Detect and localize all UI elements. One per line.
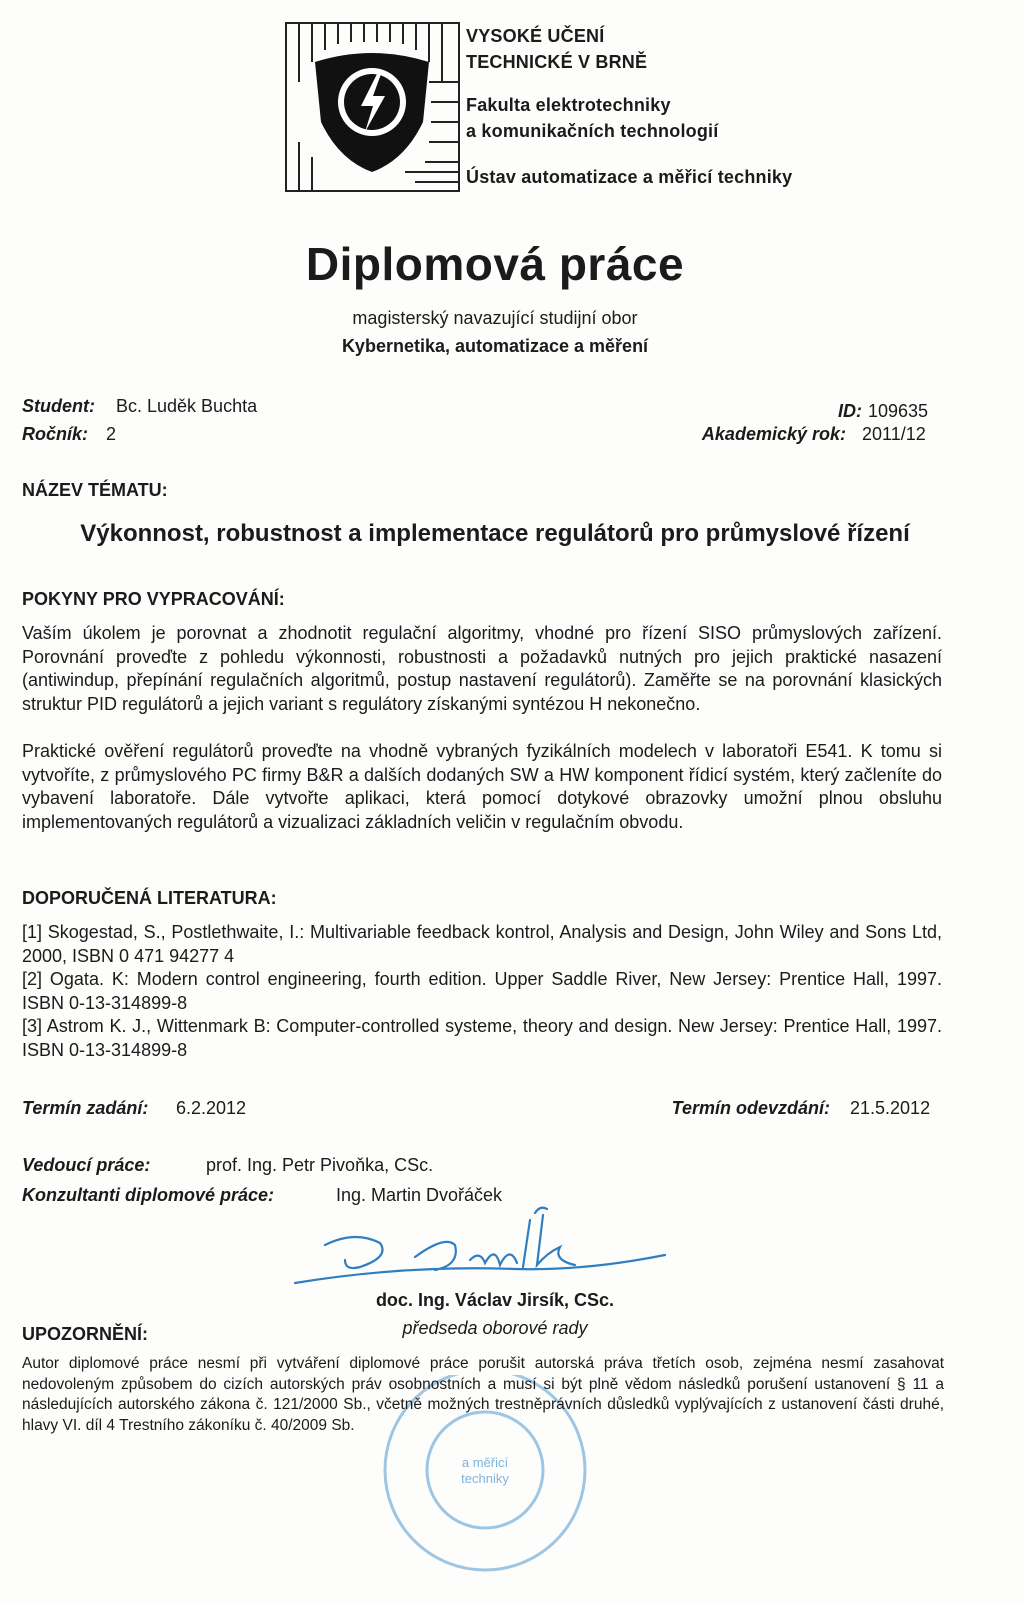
id-value: 109635: [868, 401, 929, 421]
warning-text: Autor diplomové práce nesmí při vytváření diplomové práce porušit autorská práva třetích osob, zejména nesmí zasahovat nedovoleným způsobem do cizích autorských práv osobnostních a musí si být plně vědom následků porušení ustanovení § 11 a následujících autorského zákona č. 121/2000 Sb., včetně možných trestněprávních důsledků vyplývajících z ustanovení části druhé, hlavy VI. díl 4 Trestního zákoníku č. 40/2009 Sb.: [22, 1355, 944, 1434]
assignment-date-label: Termín zadání:: [22, 1098, 149, 1118]
stamp-text: a měřicí: [461, 1455, 509, 1470]
university-name-line2: TECHNICKÉ V BRNĚ: [466, 52, 648, 72]
topic-heading: NÁZEV TÉMATU:: [22, 480, 168, 500]
instructions-heading: POKYNY PRO VYPRACOVÁNÍ:: [22, 589, 285, 609]
student-label: Student:: [22, 396, 95, 416]
faculty-name-line1: Fakulta elektrotechniky: [466, 95, 671, 115]
chair-signature: [285, 1205, 685, 1295]
document-title: Diplomová práce: [305, 238, 685, 290]
literature-heading: DOPORUČENÁ LITERATURA:: [22, 888, 277, 908]
instructions-paragraph: Vaším úkolem je porovnat a zhodnotit regulační algoritmy, vhodné pro řízení SISO průmyslových zařízení. Porovnání proveďte z pohledu výkonnosti, robustnosti a požadavků nutných pro jejich praktické nasazení (antiwindup, přepínání regulačních algoritmů, postup nastavení regulátorů). Zaměřte se na porovnání klasických struktur PID regulátorů a jejich variant s regulátory získanými syntézou H nekonečno.: [22, 623, 942, 714]
consultant-name: Ing. Martin Dvořáček: [336, 1185, 503, 1205]
academic-year-value: 2011/12: [862, 424, 926, 444]
study-field: Kybernetika, automatizace a měření: [341, 336, 649, 356]
year-value: 2: [106, 424, 117, 444]
faculty-name-line2: a komunikačních technologií: [466, 121, 719, 141]
id-label: ID:: [838, 401, 862, 421]
university-name-line1: VYSOKÉ UČENÍ: [466, 26, 605, 46]
consultant-label: Konzultanti diplomové práce:: [22, 1185, 275, 1205]
supervisor-name: prof. Ing. Petr Pivoňka, CSc.: [206, 1155, 434, 1175]
academic-year-label: Akademický rok:: [701, 424, 846, 444]
stamp-text: techniky: [461, 1471, 509, 1486]
chair-role: předseda oborové rady: [402, 1318, 588, 1338]
study-type: magisterský navazující studijní obor: [352, 308, 638, 328]
literature-item: [1] Skogestad, S., Postlethwaite, I.: Multivariable feedback kontrol, Analysis and Design, John Wiley and Sons Ltd, 2000, ISBN 0 471 94277 4: [22, 922, 942, 966]
assignment-date: 6.2.2012: [176, 1098, 247, 1118]
instructions-paragraph: Praktické ověření regulátorů proveďte na vhodně vybraných fyzikálních modelech v laboratoři E541. K tomu si vytvoříte, z průmyslového PC firmy B&R a dalších dodaných SW a HW komponent řídicí systém, který začleníte do vybavení laboratoře. Dále vytvořte aplikaci, která pomocí dotykové obrazovky umožní plnou obsluhu implementovaných regulátorů a vizualizaci základních veličin v regulačním obvodu.: [22, 741, 942, 832]
chair-name: doc. Ing. Václav Jirsík, CSc.: [375, 1290, 615, 1310]
literature-item: [3] Astrom K. J., Wittenmark B: Computer-controlled systeme, theory and design. New Jersey: Prentice Hall, 1997. ISBN 0-13-314899-8: [22, 1016, 942, 1060]
literature-list: [22, 921, 942, 1062]
student-name: Bc. Luděk Buchta: [116, 396, 258, 416]
submission-date: 21.5.2012: [850, 1098, 931, 1118]
year-label: Ročník:: [22, 424, 89, 444]
topic-title: Výkonnost, robustnost a implementace regulátorů pro průmyslové řízení: [80, 520, 910, 547]
literature-item: [2] Ogata. K: Modern control engineering, fourth edition. Upper Saddle River, New Jersey: Prentice Hall, 1997. ISBN 0-13-314899-8: [22, 969, 942, 1013]
university-logo: [285, 22, 460, 192]
supervisor-label: Vedoucí práce:: [22, 1155, 151, 1175]
warning-heading: UPOZORNĚNÍ:: [22, 1324, 148, 1344]
submission-date-label: Termín odevzdání:: [671, 1098, 830, 1118]
institute-name: Ústav automatizace a měřicí techniky: [466, 167, 793, 187]
